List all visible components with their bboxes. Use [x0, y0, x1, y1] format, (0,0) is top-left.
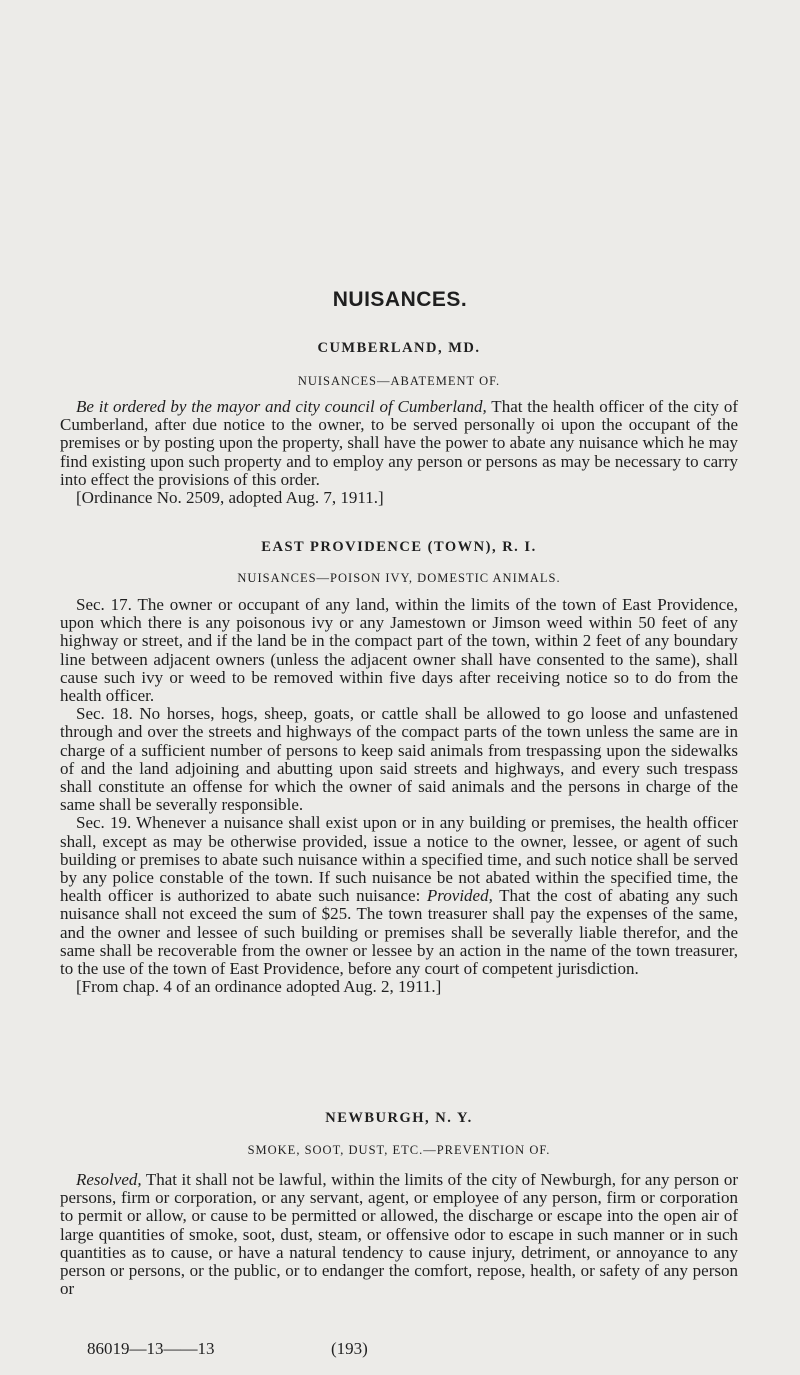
resolving-clause: Resolved, — [76, 1170, 142, 1189]
city-heading: NEWBURGH, N. Y. — [325, 1110, 473, 1126]
city-heading: CUMBERLAND, MD. — [317, 340, 481, 356]
proviso: Provided, — [426, 886, 493, 906]
section-cumberland-body — [60, 398, 738, 507]
citation: [From chap. 4 of an ordinance adopted Aug. 2, 1911.] — [76, 977, 442, 997]
section-18: Sec. 18. No horses, hogs, sheep, goats, or cattle shall be allowed to go loose and unfastened through and over the streets and highways of the compact parts of the town unless the same are in charge of a sufficient number of persons to keep said animals from trespassing upon the sidewalks of and the land adjoining and abutting upon said streets and highways, and every such trespass shall constitute an offense for which the owner of said animals and the persons in charge of the same shall be severally responsible. — [60, 704, 738, 815]
section-19-text-a: Sec. 19. Whenever a nuisance shall exist upon or in any building or premises, the health officer shall, except as may be otherwise provided, issue a notice to the owner, lessee, or agent of such building or premises to abate such nuisance within a specified time, and such notice shall be served by any police constable of the town. If such nuisance be not abated within the specified time, the health officer is authorized to abate such nuisance: — [60, 813, 738, 906]
ordinance-text: That the health officer of the city of Cumberland, after due notice to the owner, to be served personally oi upon the occupant of the premises or by posting upon the property, shall have the power to abate any nuisance which he may find existing upon such property and to employ any person or persons as may be necessary to carry into effect the provisions of this order. — [60, 397, 738, 489]
section-east-providence-body — [60, 596, 738, 996]
section-19-text-b: That the cost of abating any such nuisance shall not exceed the sum of $25. The town treasurer shall pay the expenses of the same, and the owner and lessee of such building or premises shall be severally liable therefor, and the same shall be recoverable from the owner or lessee by an action in the name of the town treasurer, to the use of the town of East Providence, before any court of competent jurisdiction. — [60, 886, 738, 979]
citation: [Ordinance No. 2509, adopted Aug. 7, 1911.] — [76, 488, 384, 508]
resolution-text: That it shall not be lawful, within the limits of the city of Newburgh, for any person or persons, firm or corporation, or any servant, agent, or employee of any person, firm or corporation to permit or allow, or cause to be permitted or allowed, the discharge or escape into the open air of large quantities of smoke, soot, dust, steam, or offensive odor to escape in such manner or in such quantities as to cause, or have a natural tendency to cause injury, detriment, or annoyance to any person or persons, or the public, or to endanger the comfort, repose, health, or safety of any person or — [60, 1170, 738, 1299]
enacting-clause: Be it ordered by the mayor and city council of Cumberland, — [76, 397, 487, 416]
section-cumberland-subject — [60, 374, 738, 389]
section-subject: SMOKE, SOOT, DUST, ETC.—PREVENTION OF. — [247, 1143, 551, 1157]
page-title: NUISANCES. — [332, 288, 468, 311]
section-east-providence-subject — [60, 571, 738, 586]
section-subject: NUISANCES—ABATEMENT OF. — [297, 374, 501, 388]
print-code: 86019—13——13 — [87, 1339, 215, 1358]
section-newburgh-subject — [60, 1143, 738, 1158]
section-east-providence — [60, 539, 738, 556]
city-heading: EAST PROVIDENCE (TOWN), R. I. — [261, 539, 537, 555]
section-subject: NUISANCES—POISON IVY, DOMESTIC ANIMALS. — [237, 571, 561, 585]
section-19 — [60, 814, 738, 978]
section-newburgh-body — [60, 1171, 738, 1298]
section-cumberland — [60, 340, 738, 357]
resolution-paragraph — [60, 1171, 738, 1298]
section-newburgh — [60, 1110, 738, 1127]
ordinance-paragraph — [60, 398, 738, 489]
section-17: Sec. 17. The owner or occupant of any land, within the limits of the town of East Providence, upon which there is any poisonous ivy or any Jamestown or Jimson weed within 50 feet of any highway or street, and if the land be in the compact part of the town, within 2 feet of any boundary line between adjacent owners (unless the adjacent owner shall have consented to the same), shall cause such ivy or weed to be removed within five days after receiving notice so to do from the health officer. — [60, 595, 738, 706]
page-number: (193) — [331, 1339, 368, 1358]
page-footer — [87, 1339, 368, 1359]
